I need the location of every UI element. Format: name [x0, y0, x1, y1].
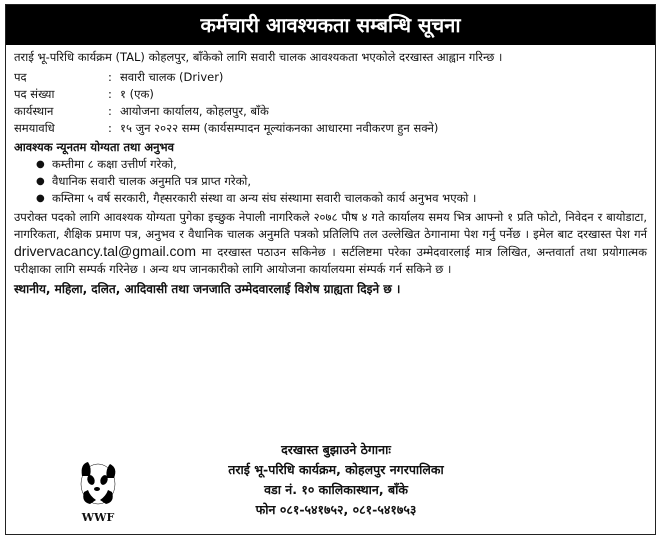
intro-text: तराई भू-परिधि कार्यक्रम (TAL) कोहलपुर, बाँकेको लागि सवारी चालक आवश्यकता भएकोले दरखास्त आह्वान गरिन्छ ।	[14, 50, 503, 64]
email-link[interactable]: drivervacancy.tal@gmail.com	[14, 243, 197, 259]
detail-value: १५ जुन २०२२ सम्म (कार्यसम्पादन मूल्यांकनका आधारमा नवीकरण हुन सक्ने)	[120, 121, 439, 135]
detail-label: कार्यस्थान	[14, 104, 54, 118]
panda-icon	[78, 456, 118, 506]
phone-numbers: फोन ०८१-५४१७५२, ०८१-५४१७५३	[255, 502, 417, 517]
ward-address: वडा नं. १० कालिकास्थान, बाँके	[264, 482, 408, 497]
detail-row	[14, 120, 438, 137]
requirement-item: ● वैधानिक सवारी चालक अनुमति पत्र प्राप्त गरेको,	[36, 173, 647, 190]
requirement-item: ● कम्तिमा ५ वर्ष सरकारी, गैह्सरकारी संस्था वा अन्य संघ संस्थामा सवारी चालकको कार्य अनुभव भएको ।	[36, 190, 647, 207]
preference-statement: स्थानीय, महिला, दलित, आदिवासी तथा जनजाति उम्मेदवारलाई विशेष ग्राह्यता दिइने छ ।	[14, 282, 401, 296]
application-paragraph	[14, 209, 647, 278]
detail-row	[14, 69, 438, 86]
notice-title: कर्मचारी आवश्यकता सम्बन्धि सूचना	[6, 5, 655, 45]
detail-label: समयावधि	[14, 121, 55, 135]
application-text-continued: मा दरखास्त पठाउन सकिनेछ । सर्टलिष्टमा परेका उम्मेदवारलाई मात्र लिखित, अन्तवार्ता तथा प्रयोगात्मक परीक्षाका लागि सम्पर्क गरिनेछ । अन्य थप जानकारीको लागि आयोजना कार्यालयमा संम्पर्क गर्न सकिने छ ।	[14, 245, 647, 276]
requirements-list	[14, 156, 647, 207]
details-table	[14, 69, 438, 137]
detail-label: पद	[14, 70, 27, 84]
logo-text: WWF	[81, 511, 115, 524]
application-text: उपरोक्त पदको लागि आवश्यक योग्यता पुगेका इच्छुक नेपाली नागरिकले २०७८ पौष ४ गते कार्यालय समय भित्र आफ्नो १ प्रति फोटो, निवेदन र बायोडाटा, नागरिकता, शैक्षिक प्रमाण पत्र, अनुभव र वैधानिक चालक अनुमति पत्रको प्रतिलिपि तल उल्लेखित ठेगानामा पेश गर्नु पर्नेछ । इमेल बाट दरखास्त पेश गर्न	[14, 210, 647, 241]
detail-label: पद संख्या	[14, 87, 55, 101]
detail-separator: :	[108, 121, 112, 135]
wwf-logo	[76, 456, 120, 526]
detail-row	[14, 103, 438, 120]
notice-frame	[5, 4, 656, 535]
detail-value: आयोजना कार्यालय, कोहलपुर, बाँके	[120, 104, 269, 118]
requirements-heading: आवश्यक न्यूनतम योग्यता तथा अनुभव	[14, 140, 175, 154]
detail-separator: :	[108, 70, 112, 84]
detail-value: १ (एक)	[120, 87, 154, 101]
detail-separator: :	[108, 87, 112, 101]
organization-name: तराई भू-परिधि कार्यक्रम, कोहलपुर नगरपालिका	[228, 462, 444, 477]
detail-value: सवारी चालक (Driver)	[120, 70, 224, 84]
requirement-item: ● कम्तीमा ८ कक्षा उत्तीर्ण गरेको,	[36, 156, 647, 173]
footer	[6, 438, 655, 534]
detail-row	[14, 86, 438, 103]
address-heading: दरखास्त बुझाउने ठेगानाः	[281, 442, 391, 457]
detail-separator: :	[108, 104, 112, 118]
notice-body	[14, 49, 647, 298]
